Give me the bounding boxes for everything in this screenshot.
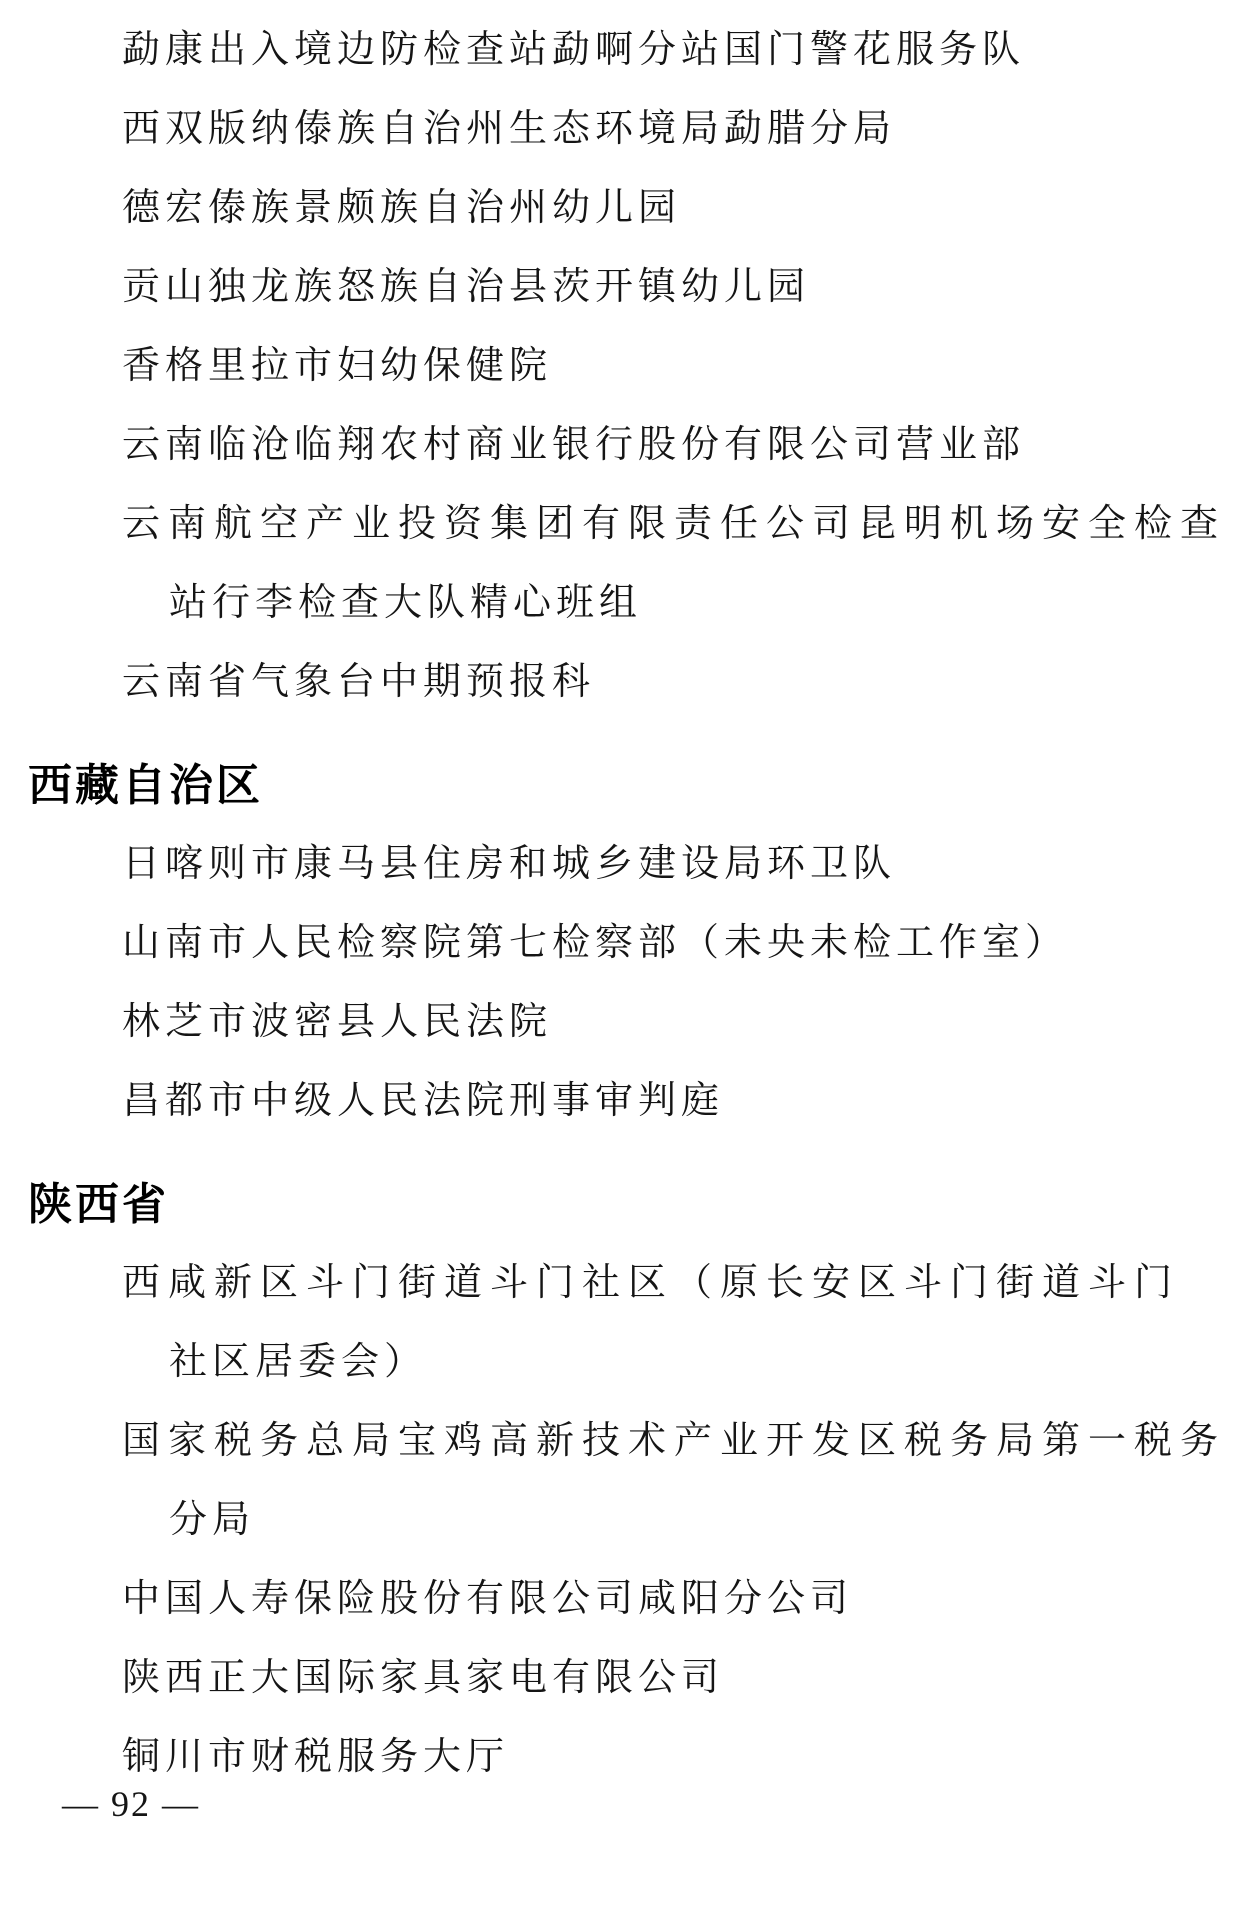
org-line: 社区居委会） — [169, 1341, 428, 1383]
org-line: 日喀则市康马县住房和城乡建设局环卫队 — [122, 843, 897, 885]
org-line: 勐康出入境边防检查站勐啊分站国门警花服务队 — [122, 29, 1026, 71]
org-line: 站行李检查大队精心班组 — [169, 582, 643, 624]
org-line: 分局 — [169, 1499, 256, 1541]
org-line: 西双版纳傣族自治州生态环境局勐腊分局 — [122, 108, 897, 150]
org-line: 德宏傣族景颇族自治州幼儿园 — [122, 187, 682, 229]
org-line: 云南临沧临翔农村商业银行股份有限公司营业部 — [122, 424, 1026, 466]
org-line: 山南市人民检察院第七检察部（未央未检工作室） — [122, 922, 1069, 964]
org-line: 昌都市中级人民法院刑事审判庭 — [122, 1080, 725, 1122]
org-line: 贡山独龙族怒族自治县茨开镇幼儿园 — [122, 266, 811, 308]
org-line: 陕西正大国际家具家电有限公司 — [122, 1657, 725, 1699]
section-header: 陕西省 — [28, 1179, 169, 1229]
org-line: 云南省气象台中期预报科 — [122, 661, 596, 703]
org-line: 中国人寿保险股份有限公司咸阳分公司 — [122, 1578, 854, 1620]
org-line: 国家税务总局宝鸡高新技术产业开发区税务局第一税务 — [122, 1420, 1227, 1462]
org-line: 林芝市波密县人民法院 — [122, 1001, 553, 1043]
org-line: 铜川市财税服务大厅 — [122, 1736, 510, 1778]
page-number: — 92 — — [62, 1784, 200, 1824]
org-line: 香格里拉市妇幼保健院 — [122, 345, 553, 387]
org-line: 云南航空产业投资集团有限责任公司昆明机场安全检查 — [122, 503, 1227, 545]
section-header: 西藏自治区 — [28, 760, 263, 810]
org-line: 西咸新区斗门街道斗门社区（原长安区斗门街道斗门 — [122, 1262, 1181, 1304]
